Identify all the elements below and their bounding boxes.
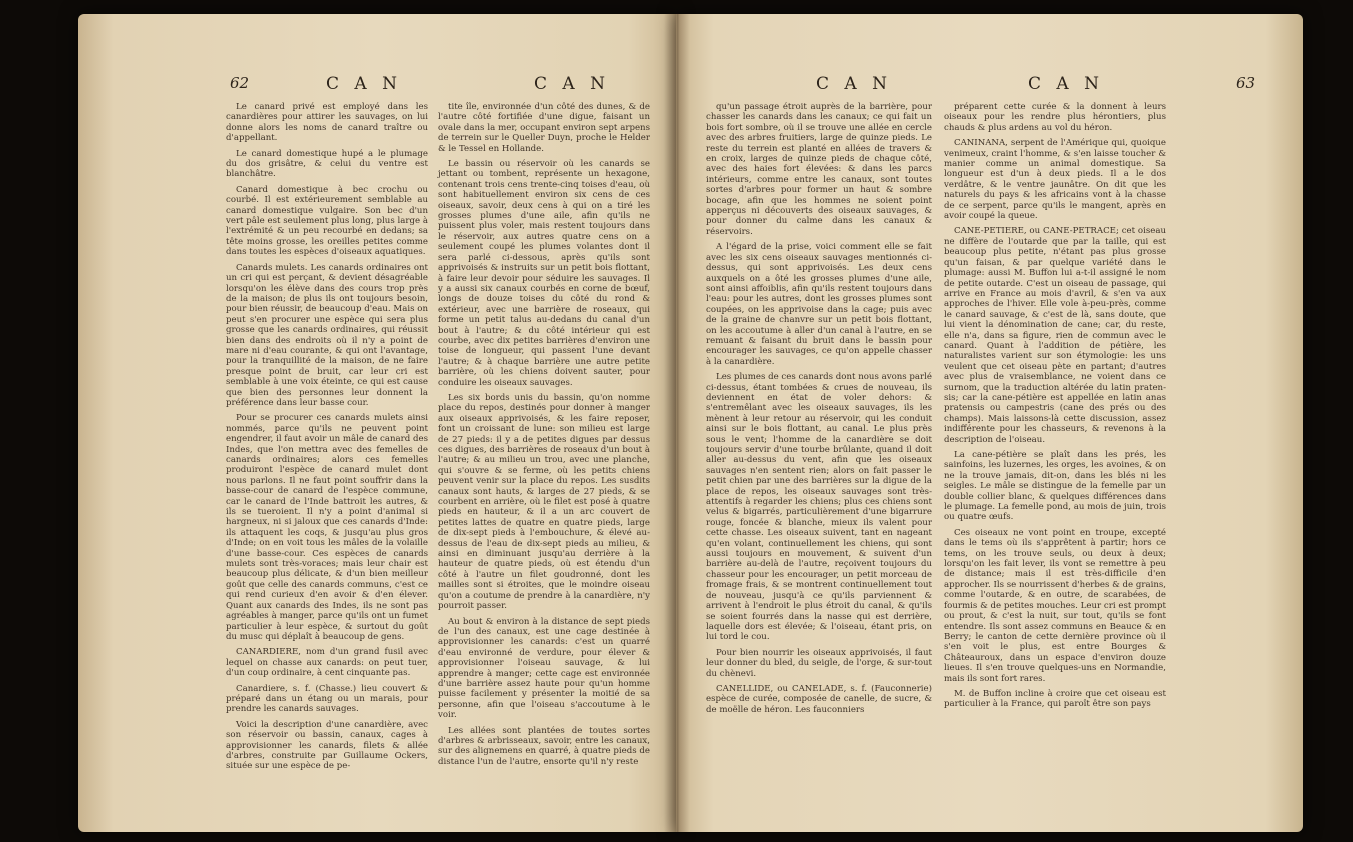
text-paragraph: Au bout & environ à la distance de sept pieds de l'un des canaux, est une cage destinée à approvisionner les canards: c'est un quarré d'eau environné de verdure, pour élever & approvisionner l'oiseau sauvage, & lui apprendre à manger; cette cage est environnée d'une barrière assez haute pour qu'un homme puisse facilement y présenter la moitié de sa personne, afin que l'oiseau s'accoutume à le voir. (438, 616, 650, 721)
text-paragraph: Ces oiseaux ne vont point en troupe, excepté dans le tems où ils s'apprêtent à partir; hors ce tems, on les trouve seuls, ou deux à deux; lorsqu'on les fait lever, ils vont se remettre à peu de distance; mais il est très-difficile d'en approcher. Ils se nourrissent d'herbes & de grains, comme l'outarde, & en outre, de scarabées, de fourmis & de petites mouches. Leur cri est prompt ou prout, & c'est la nuit, sur tout, qu'ils se font entendre. Ils sont assez communs en Beauce & en Berry; le canton de cette dernière province où il s'en voit le plus, est entre Bourges & Châteauroux, dans un espace d'environ douze lieues. Il s'en trouve quelques-uns en Normandie, mais ils sont fort rares. (944, 527, 1166, 684)
text-paragraph: La cane-pétière se plaît dans les prés, les sainfoins, les luzernes, les orges, les avoines, & on ne la trouve jamais, dit-on, dans les blés ni les seigles. Le mâle se distingue de la femelle par un double collier blanc, & quelques différences dans le plumage. La femelle pond, au mois de juin, trois ou quatre œufs. (944, 450, 1166, 523)
text-paragraph: qu'un passage étroit auprès de la barrière, pour chasser les canards dans les canaux; ce qui fait un bois fort sombre, où il se trouve une allée en cercle avec des arbres fruitiers, large de quinze pieds. Le reste du terrein est planté en allées de travers & en croix, larges de quinze pieds de chaque côté, avec des haies fort élevées: & dans les parcs intérieurs, comme entre les canaux, sont toutes sortes d'arbres pour former un haut & sombre bocage, afin que les hommes ne soient point apperçus ni découverts des oiseaux sauvages, & pour donner du calme dans les canaux & réservoirs. (706, 102, 932, 237)
text-paragraph: Canardiere, s. f. (Chasse.) lieu couvert & préparé dans un étang ou un marais, pour prendre les canards sauvages. (226, 683, 428, 715)
page-number-left: 62 (230, 74, 250, 92)
text-paragraph: tite île, environnée d'un côté des dunes, & de l'autre côté fortifiée d'une digue, faisant un ovale dans la mer, occupant environ sept arpens de terrein sur le Queller Duyn, proche le Helder & le Tessel en Hollande. (438, 102, 650, 154)
text-paragraph: Pour bien nourrir les oiseaux apprivoisés, il faut leur donner du bled, du seigle, de l'orge, & sur-tout du chènevi. (706, 647, 932, 679)
left-page-column-2 (438, 102, 650, 772)
text-paragraph: Canard domestique à bec crochu ou courbé. Il est extérieurement semblable au canard domestique vulgaire. Son bec d'un vert pâle est seulement plus long, plus large à l'extrémité & un peu recourbé en dedans; sa tête moins grosse, les oreilles petites comme dans toutes les espèces d'oiseaux aquatiques. (226, 184, 428, 258)
page-number-right: 63 (1236, 74, 1256, 92)
running-head-right-col1: C A N (816, 74, 892, 94)
text-paragraph: M. de Buffon incline à croire que cet oiseau est particulier à la France, qui paroît être son pays (944, 688, 1166, 710)
text-paragraph: Les plumes de ces canards dont nous avons parlé ci-dessus, étant tombées & crues de nouveau, ils deviennent en état de voler dehors: & s'entremêlant avec les oiseaux sauvages, ils les mènent à leur retour au réservoir, qui les conduit ainsi sur le bois flottant, au canal. Le plus près sous le vent; l'homme de la canardière se doit toujours servir d'une tourbe brûlante, quand il doit aller au-dessus du vent, afin que les oiseaux sauvages n'en sentent rien; alors on fait passer le petit chien par une des barrières sur la digue de la place de repos, les oiseaux sauvages sont très-attentifs à regarder les chiens; plus ces chiens sont velus & bigarrés, particulièrement d'une bigarrure rouge, foncée & blanche, mieux ils valent pour cette chasse. Les oiseaux suivent, tant en nageant qu'en volant, continuellement les chiens, qui sont aussi toujours en mouvement, & suivent d'un barrière au-delà de l'autre, reçoivent toujours du chasseur pour les encourager, un petit morceau de fromage frais, & se montrent continuellement tout de nouveau, jusqu'à ce qu'ils parviennent & arrivent à l'endroit le plus étroit du canal, & qu'ils se soient fourrés dans la nasse qui est derrière, laquelle dors est élevée; & l'oiseau, étant pris, on lui tord le cou. (706, 372, 932, 643)
text-paragraph: Les allées sont plantées de toutes sortes d'arbres & arbrisseaux, savoir, entre les canaux, sur des alignemens en quarré, à quatre pieds de distance l'un de l'autre, ensorte qu'il n'y reste (438, 725, 650, 767)
right-page (676, 14, 1303, 832)
left-page (78, 14, 676, 832)
text-paragraph: Voici la description d'une canardière, avec son réservoir ou bassin, canaux, cages à approvisionner les canards, filets & allée d'arbres, construite par Guillaume Ockers, située sur une espèce de pe- (226, 719, 428, 772)
book-gutter (664, 14, 690, 832)
text-paragraph: CANARDIERE, nom d'un grand fusil avec lequel on chasse aux canards: on peut tuer, d'un coup ordinaire, à cent cinquante pas. (226, 647, 428, 679)
text-paragraph: A l'égard de la prise, voici comment elle se fait avec les six cens oiseaux sauvages mentionnés ci-dessus, qui sont apprivoisés. Les deux cens auxquels on a ôté les grosses plumes d'une aile, sont ainsi affoiblis, afin qu'ils restent toujours dans l'eau: pour les autres, dont les grosses plumes sont coupées, on les apprivoise dans la cage; puis avec de la graine de chanvre sur un petit bois flottant, on les accoutume à aller d'un canal à l'autre, en se remuant & faisant du bruit dans le bassin pour encourager les sauvages, ce qu'on appelle chasser à la canardière. (706, 242, 932, 367)
left-page-column-1 (226, 102, 428, 777)
running-head-left-col1: C A N (326, 74, 402, 94)
text-paragraph: CANE-PETIERE, ou CANE-PETRACE; cet oiseau ne diffère de l'outarde que par la taille, qui est beaucoup plus petite, n'étant pas plus grosse qu'un faisan, & par quelque variété dans le plumage: aussi M. Buffon lui a-t-il assigné le nom de petite outarde. C'est un oiseau de passage, qui arrive en France au mois d'avril, & s'en va aux approches de l'hiver. Elle vole à-peu-près, comme le canard sauvage, & c'est de là, sans doute, que lui vient la dénomination de cane; car, du reste, elle n'a, dans sa figure, rien de commun avec le canard. Quant à l'addition de pétière, les naturalistes varient sur son étymologie: les uns veulent que cet oiseau pète en partant; d'autres avec plus de vraisemblance, ne voient dans ce surnom, que la traduction altérée du latin praten-sis; car la cane-pétière est appellée en latin anas pratensis ou campestris (cane des prés ou des champs). Mais laissons-là cette discussion, assez indifférente pour les chasseurs, & revenons à la description de l'oiseau. (944, 226, 1166, 445)
text-paragraph: CANELLIDE, ou CANELADE, s. f. (Fauconnerie) espèce de curée, composée de canelle, de sucre, & de moëlle de héron. Les fauconniers (706, 683, 932, 715)
text-paragraph: Le canard privé est employé dans les canardières pour attirer les sauvages, on lui donne alors les noms de canard traître ou d'appellant. (226, 102, 428, 144)
running-head-right-col2: C A N (1028, 74, 1104, 94)
text-paragraph: Le canard domestique hupé a le plumage du dos grisâtre, & celui du ventre est blanchâtre. (226, 148, 428, 180)
text-paragraph: préparent cette curée & la donnent à leurs oiseaux pour les rendre plus hérontiers, plus chauds & plus ardens au vol du héron. (944, 102, 1166, 133)
text-paragraph: CANINANA, serpent de l'Amérique qui, quoique venimeux, craint l'homme, & s'en laisse toucher & manier comme un animal domestique. Sa longueur est d'un à deux pieds. Il a le dos verdâtre, & le ventre jaunâtre. On dit que les naturels du pays & les africains vont à la chasse de ce serpent, parce qu'ils le mangent, après en avoir coupé la queue. (944, 138, 1166, 222)
open-book (78, 14, 1303, 832)
text-paragraph: Canards mulets. Les canards ordinaires ont un cri qui est perçant, & devient désagréable lorsqu'on les élève dans des cours trop près de la maison; de plus ils ont toujours besoin, pour bien réussir, de beaucoup d'eau. Mais on peut s'en procurer une espèce qui sera plus grosse que les canards ordinaires, qui réussit bien dans des endroits où il n'y a point de mare ni d'eau courante, & qui ont l'avantage, pour la tranquillité de la maison, de ne faire presque point de bruit, car leur cri est semblable à une voix éteinte, ce qui est cause que bien des personnes leur donnent la préférence dans leur basse cour. (226, 262, 428, 408)
running-head-left-col2: C A N (534, 74, 610, 94)
text-paragraph: Pour se procurer ces canards mulets ainsi nommés, parce qu'ils ne peuvent point engendrer, il faut avoir un mâle de canard des Indes, que l'on mettra avec des femelles de canards ordinaires; alors ces femelles produiront l'espèce de canard mulet dont nous parlons. Il ne faut point souffrir dans la basse-cour de canard de l'espèce commune, car le canard de l'Inde battroit les autres, & ils se tueroient. Il n'y a point d'animal si hargneux, ni si jaloux que ces canards d'Inde: ils attaquent les coqs, & jusqu'au plus gros d'Inde; on en voit tous les mâles de la volaille d'une basse-cour. Ces espèces de canards mulets sont très-voraces; mais leur chair est beaucoup plus délicate, & d'un bien meilleur goût que celle des canards communs, c'est ce qui rend curieux d'en avoir & d'en élever. Quant aux canards des Indes, ils ne sont pas agréables à manger, parce qu'ils ont un fumet particulier à leur espèce, & surtout du goût du musc qui déplaît à beaucoup de gens. (226, 413, 428, 642)
right-page-column-1 (706, 102, 932, 720)
text-paragraph: Les six bords unis du bassin, qu'on nomme place du repos, destinés pour donner à manger aux oiseaux apprivoisés, & les faire reposer, font un croissant de lune: son milieu est large de 27 pieds: il y a de petites digues par dessus ces digues, des barrières de roseaux d'un bout à l'autre; & au milieu un trou, avec une planche, qui s'ouvre & se ferme, où les petits chiens peuvent venir sur la place du repos. Les susdits canaux sont hauts, & larges de 27 pieds, & se courbent en arrière, où le filet est posé à quatre pieds en hauteur, & il a un arc couvert de petites lattes de quatre en quatre pieds, large de dix-sept pieds à l'embouchure, & élevé au-dessus de l'eau de dix-sept pieds au milieu, & ainsi en diminuant jusqu'au derrière à la hauteur de quatre pieds, où est étendu d'un côté à l'autre un filet goudronné, dont les mailles sont si étroites, que le moindre oiseau qu'on a coutume de prendre à la canardière, n'y pourroit passer. (438, 392, 650, 612)
text-paragraph: Le bassin ou réservoir où les canards se jettant ou tombent, représente un hexagone, contenant trois cens trente-cinq toises d'eau, où sont habituellement environ six cens de ces oiseaux, savoir, deux cens à qui on a tiré les grosses plumes d'une aile, afin qu'ils ne puissent plus voler, mais restent toujours dans le réservoir, aux autres quatre cens on a seulement coupé les plumes volantes dont il sera parlé ci-dessous, après qu'ils sont apprivoisés & instruits sur un petit bois flottant, à faire leur devoir pour séduire les sauvages. Il y a aussi six canaux courbés en corne de bœuf, longs de douze toises du côté du rond & extérieur, avec une barrière de roseaux, qui forme un petit talus au-dedans du canal d'un bout à l'autre; & du côté intérieur qui est courbe, avec dix petites barrières d'environ une toise de longueur, qui passent l'une devant l'autre; & à chaque barrière une autre petite barrière, où les chiens doivent sauter, pour conduire les oiseaux sauvages. (438, 159, 650, 388)
right-page-column-2 (944, 102, 1166, 715)
